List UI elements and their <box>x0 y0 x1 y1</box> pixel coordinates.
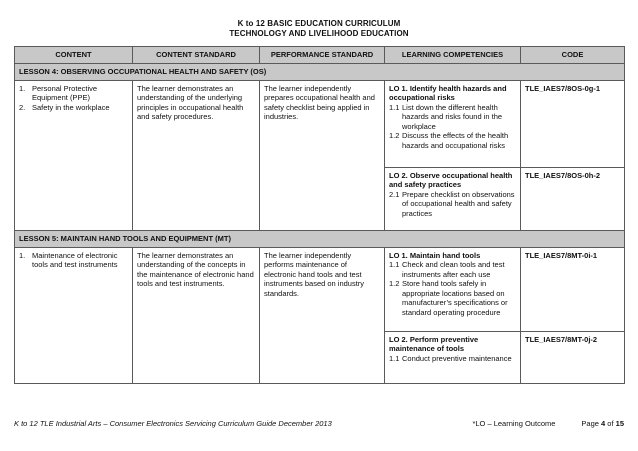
column-header-code: CODE <box>521 47 625 64</box>
list-item-text: List down the different health hazards and risks found in the workplace <box>402 102 503 131</box>
list-item-text: Discuss the effects of the health hazards and occupational risks <box>402 131 509 150</box>
list-item-number: 1.1 <box>389 102 400 112</box>
list-item-number: 2. <box>19 102 26 112</box>
footer-lo-note: *LO – Learning Outcome <box>472 419 556 428</box>
page-current: 4 <box>601 419 606 428</box>
list-item-number: 1.1 <box>389 353 400 363</box>
lesson4-lo2-code-cell: TLE_IAES7/8OS-0h-2 <box>521 167 625 230</box>
list-item-number: 1. <box>19 250 26 260</box>
page-footer <box>14 419 624 428</box>
lo-title: LO 1. Maintain hand tools <box>389 250 481 260</box>
column-header-content: CONTENT <box>15 47 133 64</box>
column-header-content-standard: CONTENT STANDARD <box>133 47 260 64</box>
lesson5-content-cell <box>15 247 133 383</box>
list-item-number: 1. <box>19 83 26 93</box>
list-item-number: 1.1 <box>389 260 400 269</box>
list-item <box>19 103 128 113</box>
lo-title: LO 2. Observe occupational health and safety practices <box>389 170 513 189</box>
lesson4-content-standard-cell: The learner demonstrates an understanding of the underlying principles in occupational health and safety procedures. <box>133 80 260 230</box>
list-item <box>389 131 516 150</box>
document-title <box>0 19 638 39</box>
list-item-text: Store hand tools safely in appropriate locations based on manufacturer’s specifications or standard operating procedure <box>402 279 508 317</box>
lesson5-lo1-cell <box>385 247 521 331</box>
lesson5-banner: LESSON 5: MAINTAIN HAND TOOLS AND EQUIPMENT (MT) <box>15 230 625 247</box>
lesson4-lo1-cell <box>385 80 521 167</box>
column-header-learning-competencies: LEARNING COMPETENCIES <box>385 47 521 64</box>
list-item-number: 1.2 <box>389 279 400 288</box>
footer-page-number <box>581 419 624 428</box>
list-item <box>389 190 516 219</box>
list-item-text: Maintenance of electronic tools and test instruments <box>32 250 118 269</box>
column-header-performance-standard: PERFORMANCE STANDARD <box>260 47 385 64</box>
page-of: of <box>607 419 614 428</box>
page-label: Page <box>581 419 599 428</box>
lesson4-banner-row <box>15 63 625 80</box>
list-item <box>389 260 516 279</box>
lesson5-content-standard-cell: The learner demonstrates an understanding of the concepts in the maintenance of electronic hand tools and test instruments. <box>133 247 260 383</box>
footer-document-name: K to 12 TLE Industrial Arts – Consumer Electronics Servicing Curriculum Guide December 2013 <box>14 419 332 428</box>
list-item-text: Safety in the workplace <box>32 102 110 112</box>
lesson4-lo1-code-cell: TLE_IAES7/8OS-0g-1 <box>521 80 625 167</box>
list-item-text: Personal Protective Equipment (PPE) <box>32 83 98 102</box>
lesson5-lo2-code-cell: TLE_IAES7/8MT-0j-2 <box>521 331 625 383</box>
lesson4-performance-standard-cell: The learner independently prepares occupational health and safety checklist being applied in industries. <box>260 80 385 230</box>
lesson5-lo1-code-cell: TLE_IAES7/8MT-0i-1 <box>521 247 625 331</box>
list-item-text: Prepare checklist on observations of occupational health and safety practices <box>402 189 515 218</box>
list-item <box>389 354 516 364</box>
list-item <box>19 251 128 270</box>
lesson5-lo2-cell <box>385 331 521 383</box>
lesson5-performance-standard-cell: The learner independently performs maintenance of electronic hand tools and test instruments based on industry standards. <box>260 247 385 383</box>
table-header-row <box>15 47 625 64</box>
list-item-text: Conduct preventive maintenance <box>402 353 512 363</box>
lesson4-lo2-cell <box>385 167 521 230</box>
lesson5-banner-row <box>15 230 625 247</box>
list-item <box>389 279 516 317</box>
page-total: 15 <box>615 419 624 428</box>
doc-title-line2: TECHNOLOGY AND LIVELIHOOD EDUCATION <box>229 29 409 38</box>
lo-title: LO 2. Perform preventive maintenance of tools <box>389 334 479 353</box>
curriculum-table <box>14 46 625 384</box>
doc-title-line1: K to 12 BASIC EDUCATION CURRICULUM <box>237 19 401 28</box>
lesson4-content-cell <box>15 80 133 230</box>
lesson4-row-lo1 <box>15 80 625 167</box>
list-item <box>19 84 128 103</box>
list-item-number: 2.1 <box>389 189 400 199</box>
list-item-number: 1.2 <box>389 131 400 140</box>
list-item-text: Check and clean tools and test instruments after each use <box>402 260 505 279</box>
list-item <box>389 103 516 132</box>
lesson5-row-lo1 <box>15 247 625 331</box>
lo-title: LO 1. Identify health hazards and occupational risks <box>389 83 507 102</box>
lesson4-banner: LESSON 4: OBSERVING OCCUPATIONAL HEALTH AND SAFETY (OS) <box>15 63 625 80</box>
